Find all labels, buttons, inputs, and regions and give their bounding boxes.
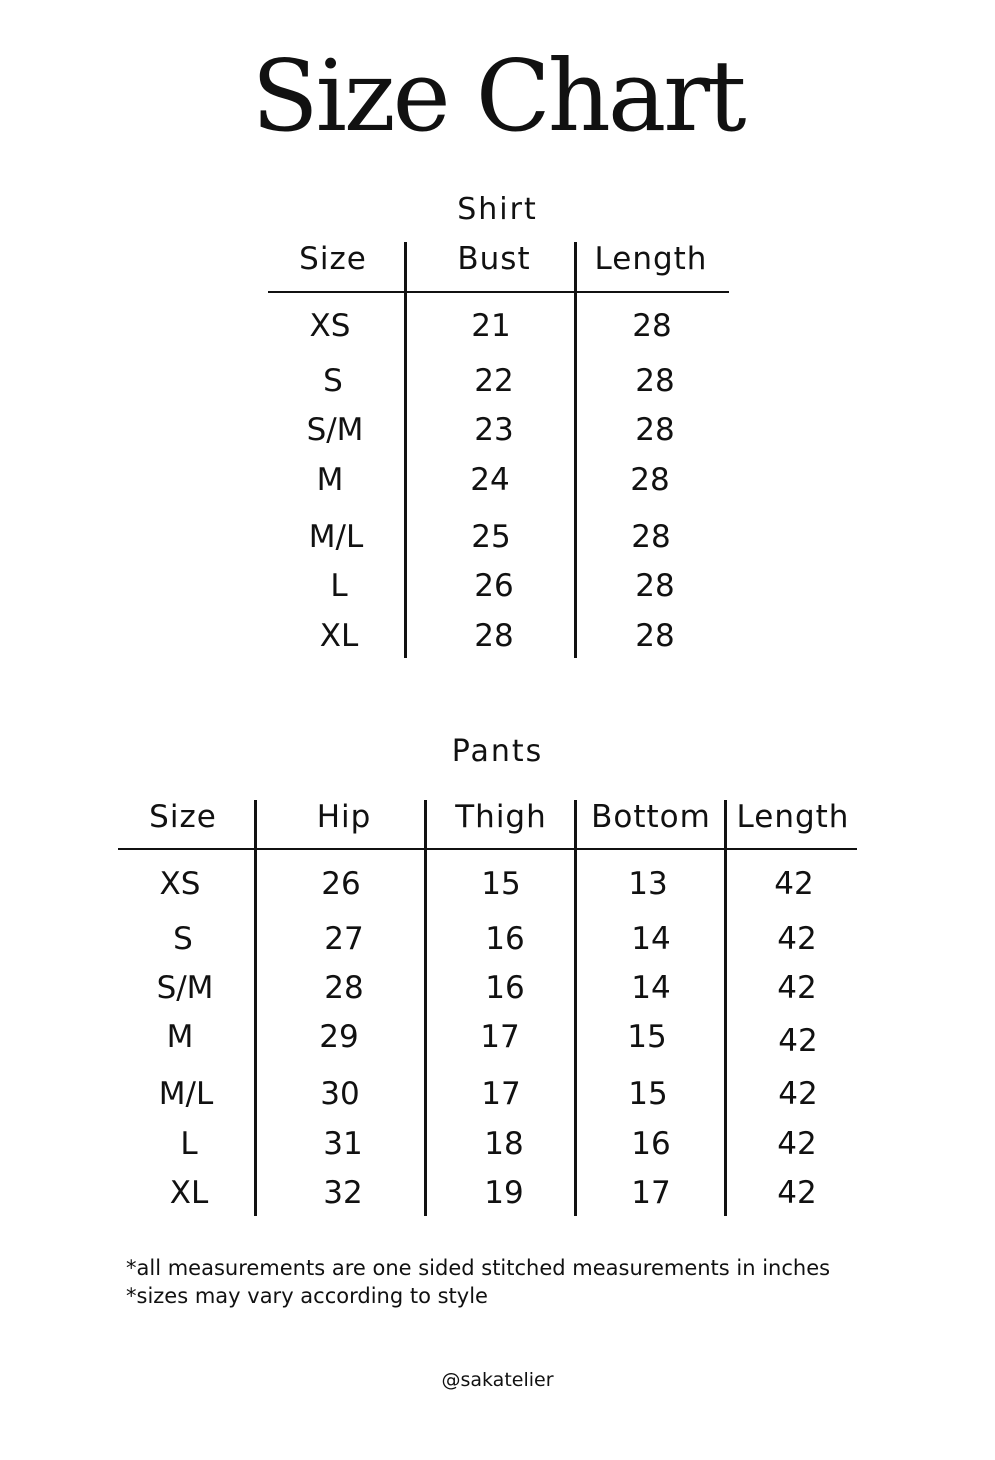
pants-header-length: Length — [736, 799, 850, 835]
shirt-cell-length: 28 — [632, 308, 672, 344]
shirt-cell-length: 28 — [635, 363, 675, 399]
pants-cell-bottom: 14 — [631, 970, 671, 1006]
pants-cell-length: 42 — [777, 1126, 817, 1162]
pants-column-divider — [424, 800, 427, 1216]
measurement-note: *all measurements are one sided stitched measurements in inches — [126, 1256, 831, 1280]
shirt-cell-bust: 28 — [474, 618, 514, 654]
pants-cell-hip: 31 — [323, 1126, 363, 1162]
shirt-cell-bust: 26 — [474, 568, 514, 604]
pants-header-divider — [118, 848, 857, 850]
pants-cell-bottom: 15 — [628, 1076, 668, 1112]
shirt-header-size: Size — [299, 241, 367, 277]
shirt-cell-length: 28 — [635, 412, 675, 448]
shirt-cell-size: XS — [309, 308, 351, 344]
pants-section-title: Pants — [451, 734, 544, 769]
pants-cell-bottom: 15 — [627, 1019, 667, 1055]
pants-cell-size: XL — [169, 1175, 209, 1211]
shirt-cell-bust: 21 — [471, 308, 511, 344]
shirt-cell-bust: 24 — [470, 462, 510, 498]
pants-cell-bottom: 14 — [631, 921, 671, 957]
pants-header-hip: Hip — [316, 799, 372, 835]
pants-cell-length: 42 — [778, 1023, 818, 1059]
pants-header-thigh: Thigh — [455, 799, 547, 835]
shirt-cell-bust: 22 — [474, 363, 514, 399]
pants-cell-size: L — [180, 1126, 198, 1162]
pants-cell-thigh: 19 — [484, 1175, 524, 1211]
pants-column-divider — [724, 800, 727, 1216]
shirt-cell-bust: 23 — [474, 412, 514, 448]
sizing-note: *sizes may vary according to style — [126, 1284, 488, 1308]
pants-cell-size: XS — [159, 866, 201, 902]
pants-header-size: Size — [149, 799, 217, 835]
pants-cell-length: 42 — [778, 1076, 818, 1112]
pants-cell-length: 42 — [777, 1175, 817, 1211]
shirt-cell-size: S — [323, 363, 343, 399]
pants-column-divider — [574, 800, 577, 1216]
shirt-header-length: Length — [594, 241, 708, 277]
pants-cell-thigh: 17 — [480, 1019, 520, 1055]
pants-cell-size: S/M — [156, 970, 214, 1006]
shirt-cell-size: M/L — [308, 519, 364, 555]
shirt-cell-size: M — [316, 462, 344, 498]
shirt-cell-length: 28 — [630, 462, 670, 498]
pants-cell-size: M — [166, 1019, 194, 1055]
pants-cell-hip: 29 — [319, 1019, 359, 1055]
pants-cell-hip: 27 — [324, 921, 364, 957]
shirt-header-bust: Bust — [457, 241, 531, 277]
shirt-cell-length: 28 — [631, 519, 671, 555]
pants-cell-length: 42 — [777, 921, 817, 957]
page-title: Size Chart — [251, 40, 744, 154]
pants-cell-thigh: 16 — [485, 921, 525, 957]
pants-cell-thigh: 16 — [485, 970, 525, 1006]
pants-cell-length: 42 — [777, 970, 817, 1006]
pants-cell-size: M/L — [158, 1076, 214, 1112]
pants-cell-hip: 30 — [320, 1076, 360, 1112]
shirt-cell-size: S/M — [306, 412, 364, 448]
shirt-cell-length: 28 — [635, 568, 675, 604]
pants-cell-hip: 26 — [321, 866, 361, 902]
pants-cell-bottom: 13 — [628, 866, 668, 902]
shirt-cell-length: 28 — [635, 618, 675, 654]
social-handle: @sakatelier — [441, 1369, 554, 1391]
pants-header-bottom: Bottom — [591, 799, 711, 835]
pants-cell-length: 42 — [774, 866, 814, 902]
pants-cell-size: S — [173, 921, 193, 957]
shirt-cell-size: L — [330, 568, 348, 604]
shirt-section-title: Shirt — [457, 192, 538, 227]
shirt-cell-size: XL — [319, 618, 359, 654]
pants-cell-thigh: 18 — [484, 1126, 524, 1162]
shirt-cell-bust: 25 — [471, 519, 511, 555]
pants-column-divider — [254, 800, 257, 1216]
pants-cell-hip: 32 — [323, 1175, 363, 1211]
pants-cell-bottom: 17 — [631, 1175, 671, 1211]
pants-cell-thigh: 17 — [481, 1076, 521, 1112]
pants-cell-bottom: 16 — [631, 1126, 671, 1162]
pants-cell-hip: 28 — [324, 970, 364, 1006]
pants-cell-thigh: 15 — [481, 866, 521, 902]
